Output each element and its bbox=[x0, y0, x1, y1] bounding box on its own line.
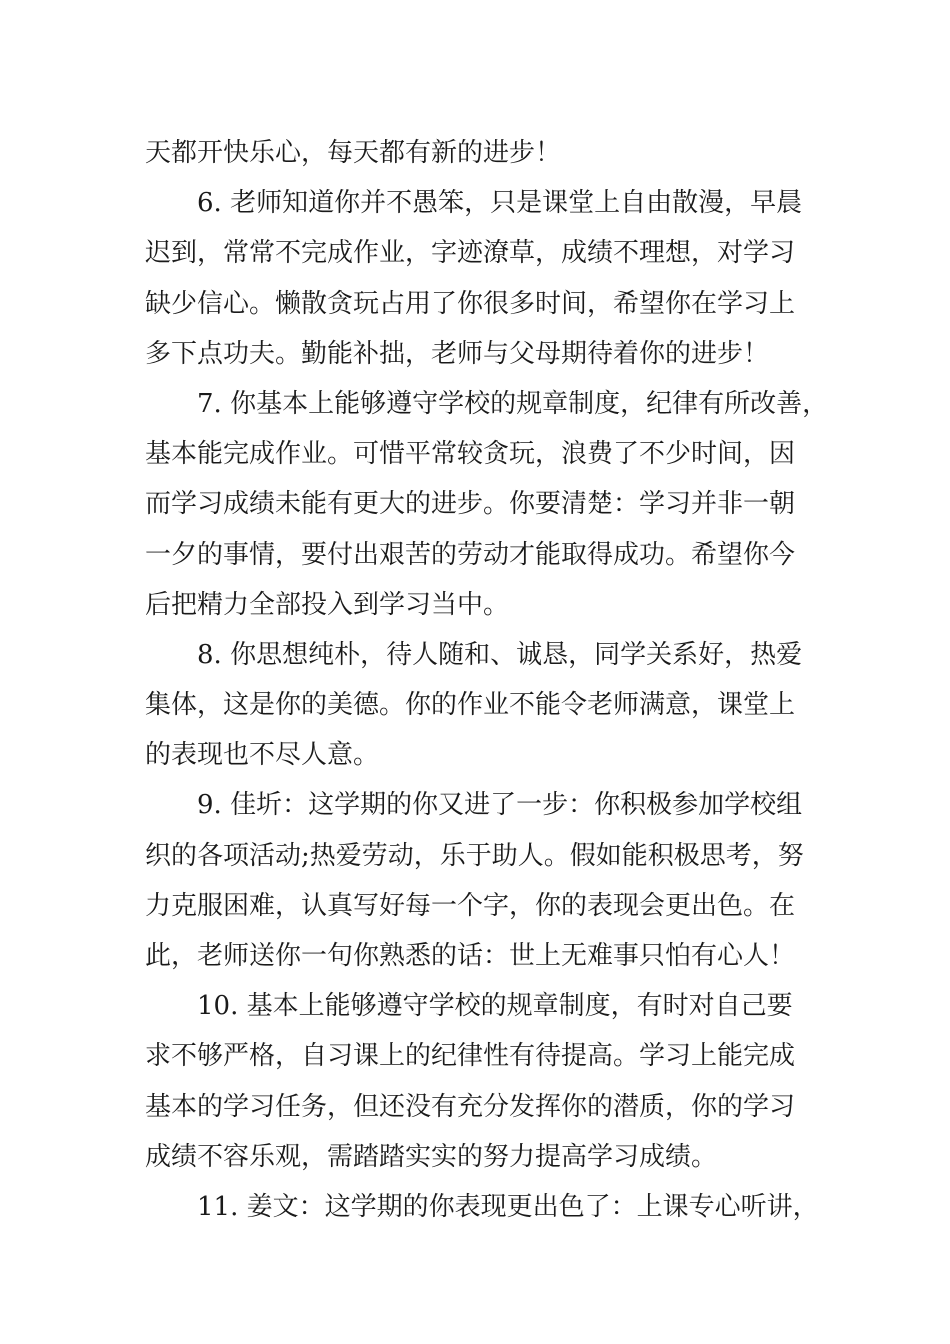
text-line: 集体，这是你的美德。你的作业不能令老师满意，课堂上 bbox=[145, 690, 796, 721]
text-line: 力克服困难，认真写好每一个字，你的表现会更出色。在 bbox=[145, 890, 796, 921]
text-line: 一夕的事情，要付出艰苦的劳动才能取得成功。希望你今 bbox=[145, 539, 796, 570]
text-line: 基本的学习任务，但还没有充分发挥你的潜质，你的学习 bbox=[145, 1091, 796, 1122]
text-line: 6. 老师知道你并不愚笨，只是课堂上自由散漫，早晨 bbox=[197, 188, 803, 219]
text-line: 的表现也不尽人意。 bbox=[145, 740, 380, 771]
text-line: 多下点功夫。勤能补拙，老师与父母期待着你的进步！ bbox=[145, 338, 770, 369]
text-line: 而学习成绩未能有更大的进步。你要清楚：学习并非一朝 bbox=[145, 489, 796, 520]
text-line: 迟到，常常不完成作业，字迹潦草，成绩不理想，对学习 bbox=[145, 238, 796, 269]
text-line: 11. 姜文：这学期的你表现更出色了：上课专心听讲， bbox=[197, 1191, 819, 1222]
text-line: 天都开快乐心，每天都有新的进步！ bbox=[145, 138, 562, 168]
text-line: 10. 基本上能够遵守学校的规章制度，有时对自己要 bbox=[197, 991, 793, 1022]
text-line: 织的各项活动;热爱劳动，乐于助人。假如能积极思考，努 bbox=[145, 840, 804, 871]
text-line: 求不够严格，自习课上的纪律性有待提高。学习上能完成 bbox=[145, 1041, 796, 1072]
text-line: 此，老师送你一句你熟悉的话：世上无难事只怕有心人！ bbox=[145, 941, 796, 971]
text-line: 7. 你基本上能够遵守学校的规章制度，纪律有所改善， bbox=[197, 388, 829, 419]
text-line: 后把精力全部投入到学习当中。 bbox=[145, 589, 510, 620]
text-line: 8. 你思想纯朴，待人随和、诚恳，同学关系好，热爱 bbox=[197, 639, 803, 670]
document-body bbox=[145, 128, 835, 1232]
text-line: 缺少信心。懒散贪玩占用了你很多时间，希望你在学习上 bbox=[145, 288, 796, 319]
text-line: 成绩不容乐观，需踏踏实实的努力提高学习成绩。 bbox=[145, 1141, 718, 1172]
text-line: 9. 佳圻：这学期的你又进了一步：你积极参加学校组 bbox=[197, 790, 803, 821]
text-line: 基本能完成作业。可惜平常较贪玩，浪费了不少时间，因 bbox=[145, 439, 796, 470]
